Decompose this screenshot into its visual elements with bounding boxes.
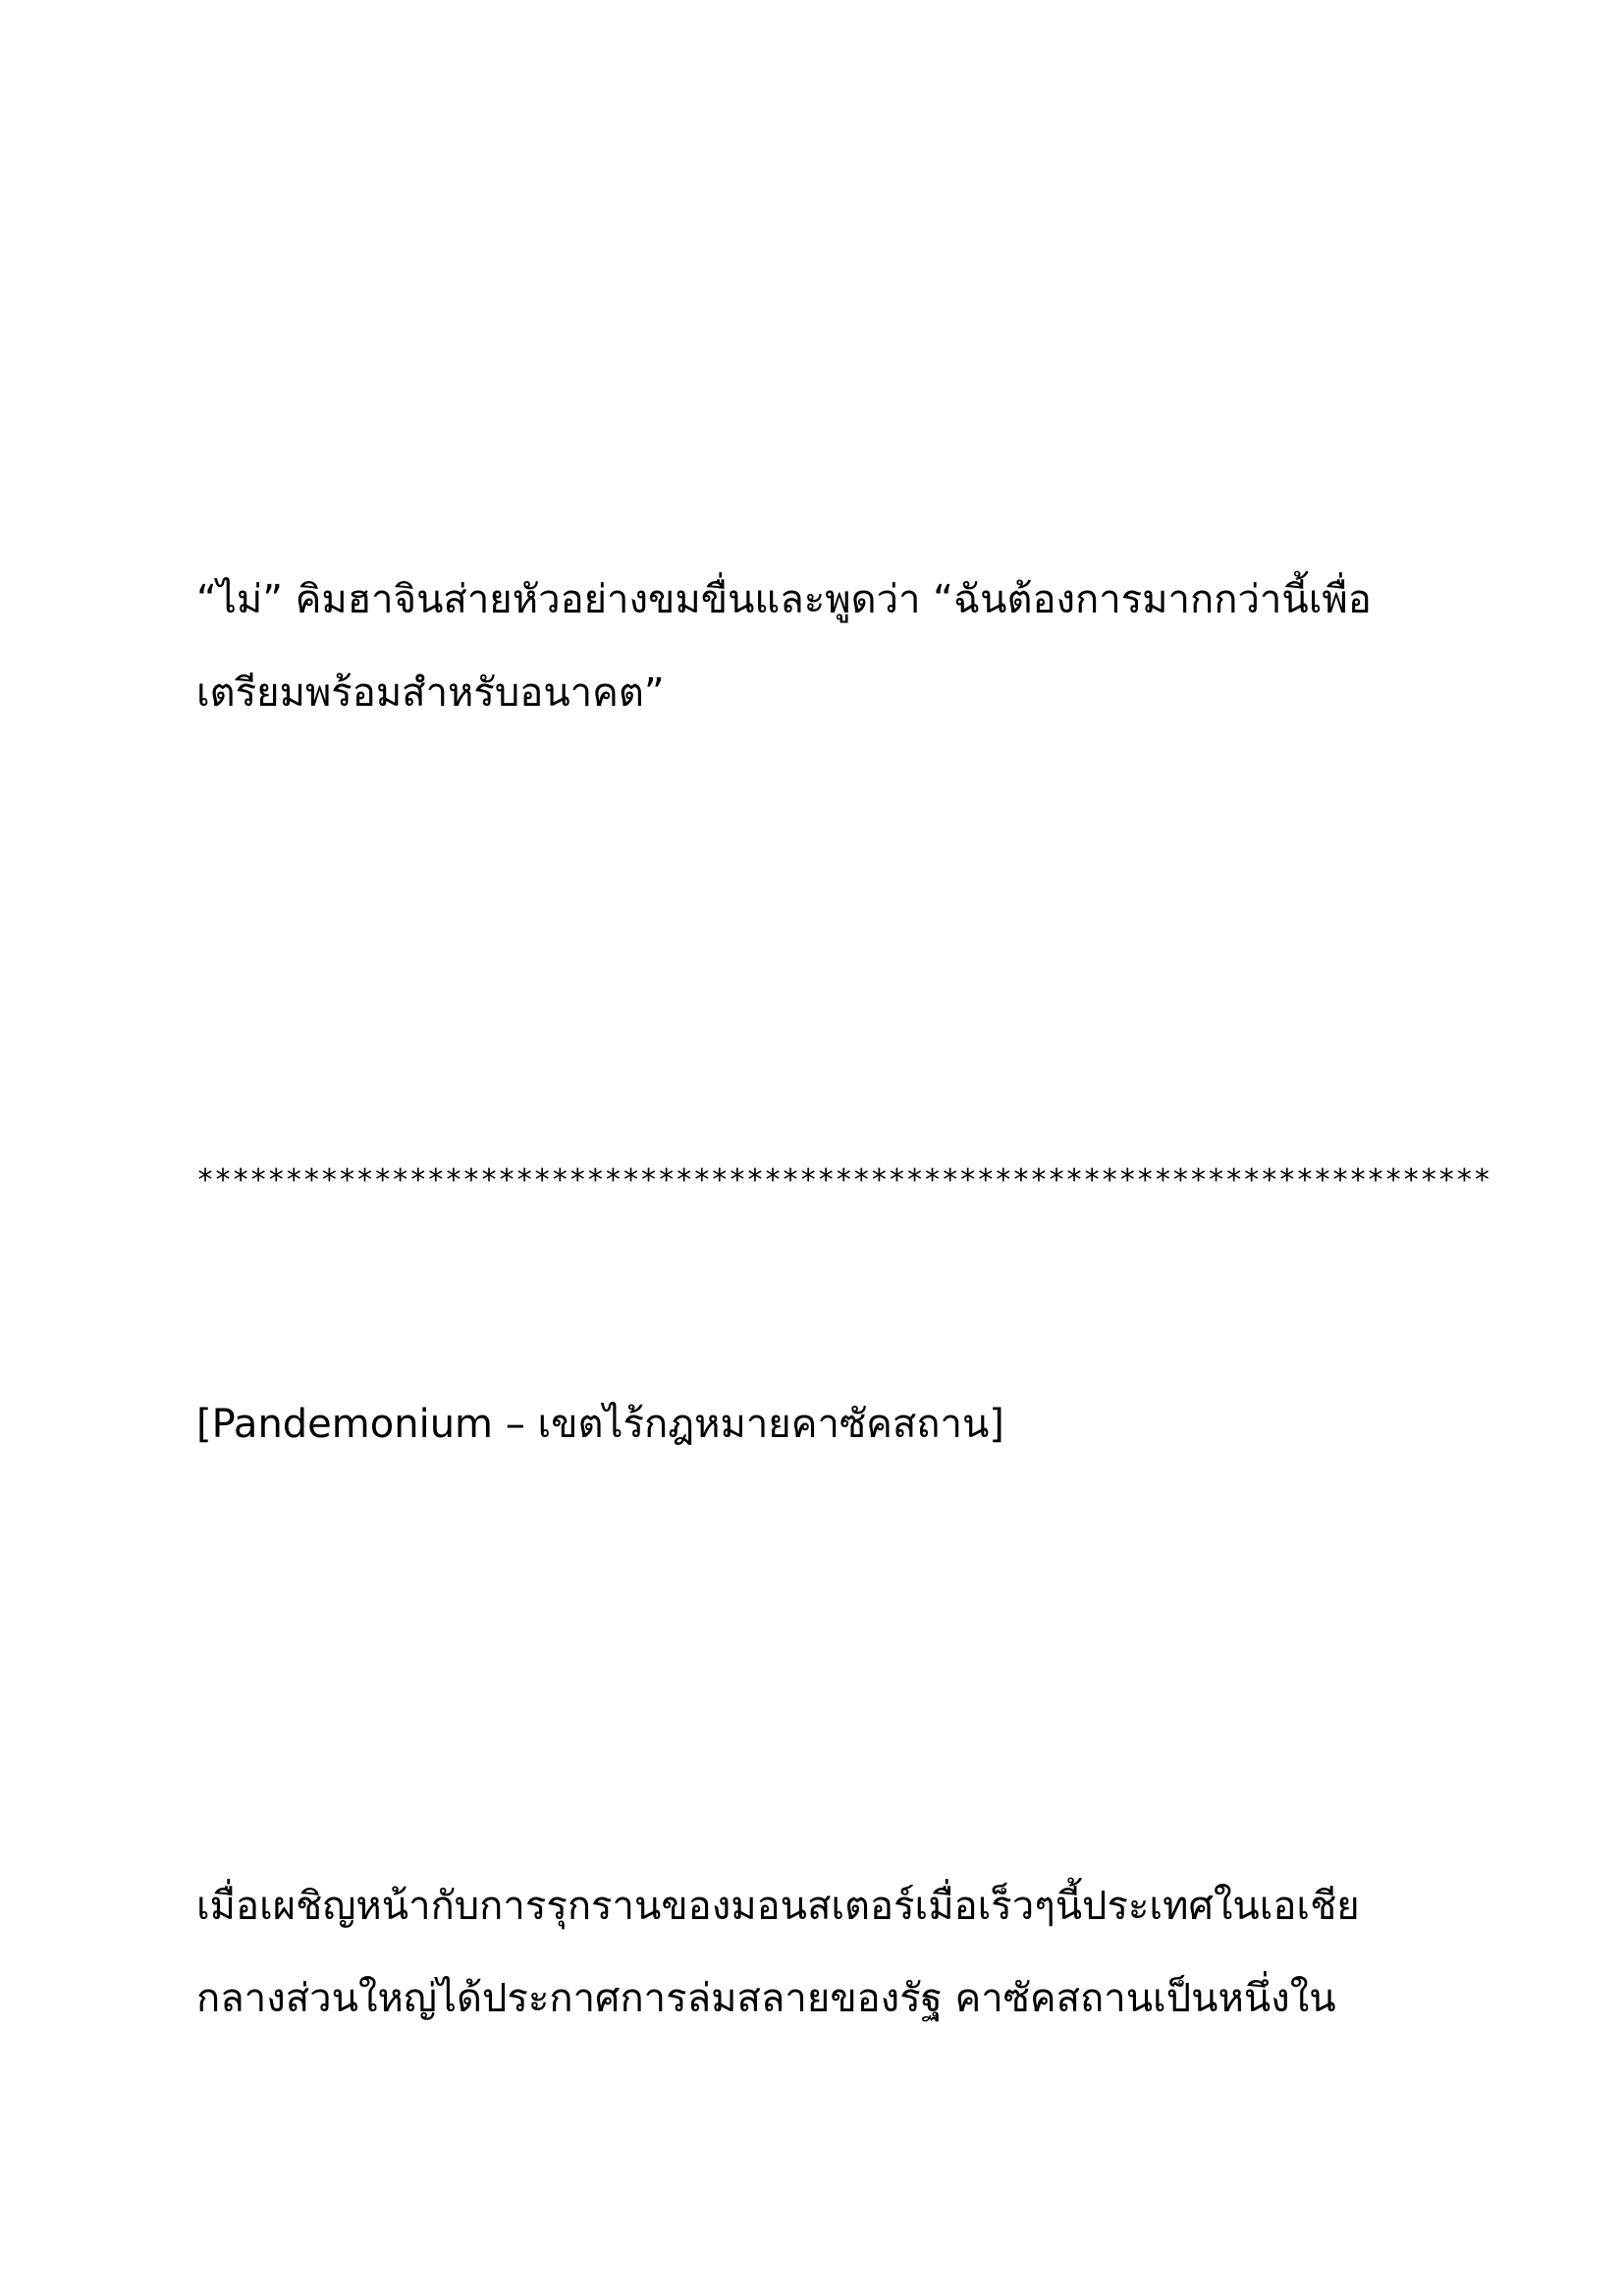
paragraph-2-line-1: เมื่อเผชิญหน้ากับการรุกรานของมอนสเตอร์เมื่อเร็วๆนี้ประเทศในเอเชีย bbox=[196, 1884, 1360, 1929]
section-separator: ************************************************************************* bbox=[196, 1163, 1491, 1198]
paragraph-2-line-2: กลางส่วนใหญ่ได้ประกาศการล่มสลายของรัฐ คาซัคสถานเป็นหนึ่งใน bbox=[196, 1976, 1336, 2021]
section-heading: [Pandemonium – เขตไร้กฎหมายคาซัคสถาน] bbox=[196, 1402, 1004, 1447]
paragraph-1-line-1: “ไม่” คิมฮาจินส่ายหัวอย่างขมขื่นและพูดว่า “ฉันต้องการมากกว่านี้เพื่อ bbox=[196, 577, 1372, 622]
paragraph-1-line-2: เตรียมพร้อมสำหรับอนาคต” bbox=[196, 670, 665, 716]
